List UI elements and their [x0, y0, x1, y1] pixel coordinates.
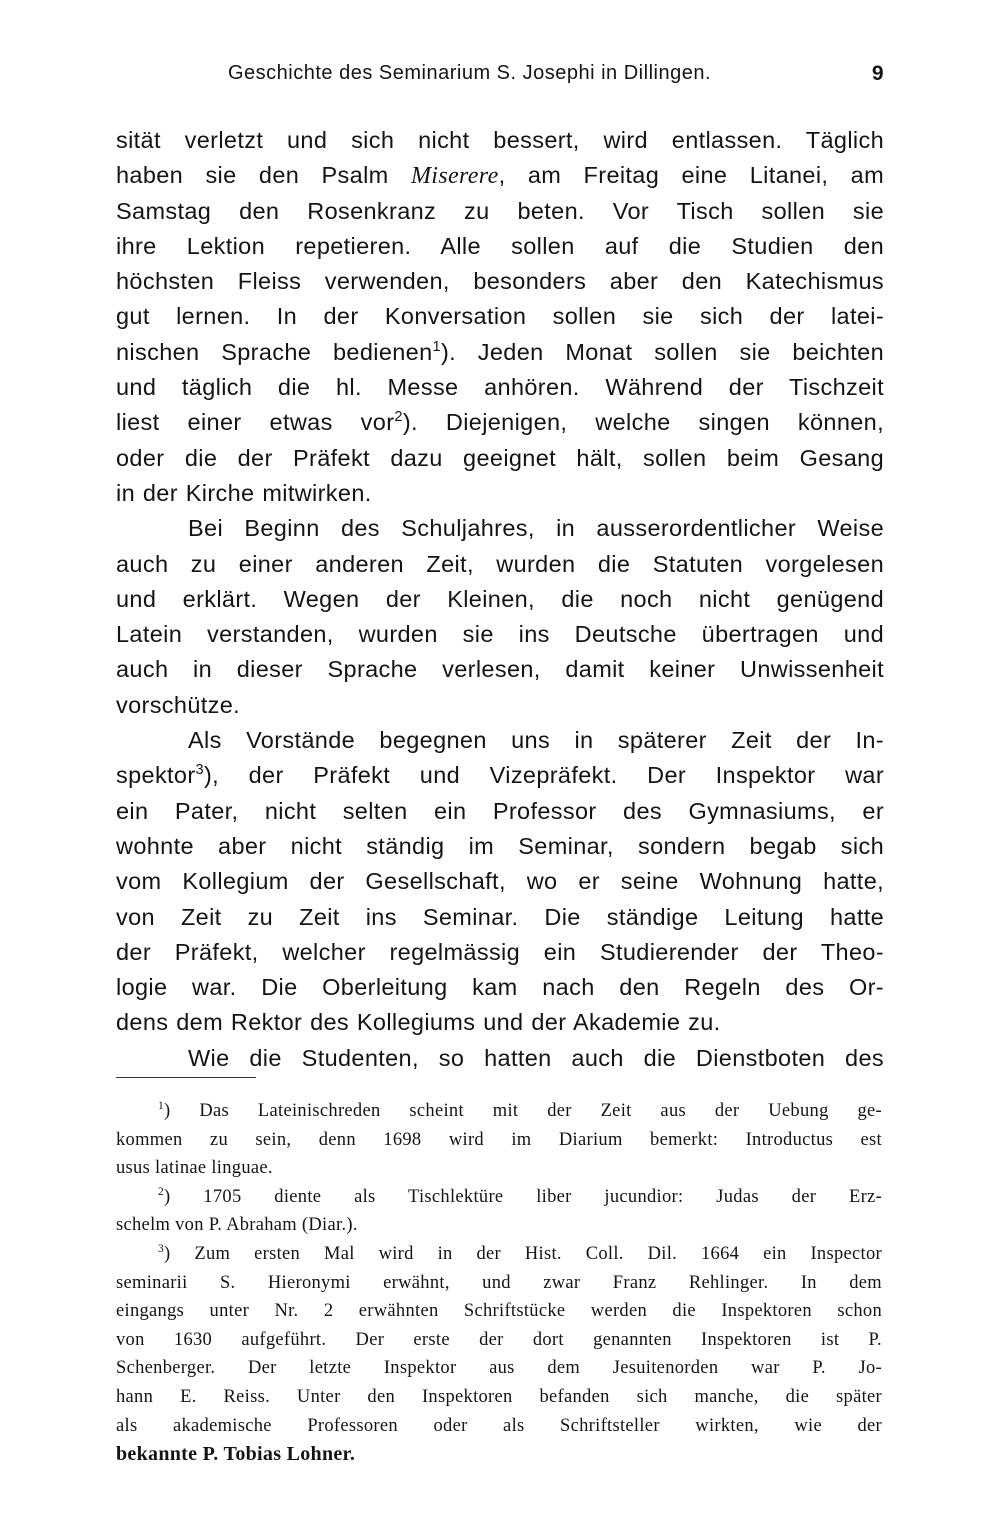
text-line: Wie die Studenten, so hatten auch die Dienstboten des: [188, 1044, 884, 1071]
footnote-line: bekannte P. Tobias Lohner.: [116, 1443, 356, 1466]
text-segment: ), der Präfekt und Vizepräfekt. Der Inspektor war: [203, 762, 884, 789]
page-number: 9: [871, 62, 884, 85]
footnote-separator: [116, 1077, 256, 1078]
footnote-line: Schenberger. Der letzte Inspektor aus dem Jesuitenorden war P. Jo-: [116, 1358, 882, 1379]
text-line: [116, 158, 884, 193]
text-line: vom Kollegium der Gesellschaft, wo er seine Wohnung hatte,: [116, 868, 884, 895]
text-line: sität verletzt und sich nicht bessert, wird entlassen. Täglich: [116, 127, 884, 153]
text-line: und täglich die hl. Messe anhören. Während der Tischzeit: [116, 374, 884, 401]
footnote-ref: 3: [195, 762, 204, 779]
running-title: Geschichte des Seminarium S. Josephi in Dillingen.: [228, 62, 711, 84]
italic-title: Miserere: [410, 163, 499, 190]
footnote-line: hann E. Reiss. Unter den Inspektoren befanden sich manche, die später: [116, 1386, 882, 1407]
footnote-ref: 1: [432, 338, 441, 355]
footnote-line: kommen zu sein, denn 1698 wird im Diarium bemerkt: Introductus est: [116, 1129, 882, 1150]
footnote-text: ) 1705 diente als Tischlektüre liber jucundior: Judas der Erz-: [164, 1186, 882, 1207]
text-line: Samstag den Rosenkranz zu beten. Vor Tisch sollen sie: [116, 197, 884, 224]
text-line: ein Pater, nicht selten ein Professor des Gymnasiums, er: [116, 797, 884, 824]
text-line: auch zu einer anderen Zeit, wurden die Statuten vorgelesen: [116, 550, 884, 577]
footnote-text: ) Zum ersten Mal wird in der Hist. Coll. Dil. 1664 ein Inspector: [164, 1243, 882, 1264]
main-text: [116, 123, 884, 1076]
text-segment: haben sie den Psalm: [116, 162, 411, 189]
text-segment: nischen Sprache bedienen: [116, 338, 433, 365]
text-line: vorschütze.: [116, 691, 241, 718]
footnote-mark: 2: [158, 1185, 165, 1198]
text-line: Bei Beginn des Schuljahres, in ausserordentlicher Weise: [188, 515, 884, 542]
text-segment: ). Diejenigen, welche singen können,: [402, 409, 884, 436]
text-segment: , am Freitag eine Litanei, am: [498, 162, 884, 189]
text-line: [116, 758, 884, 793]
footnote-text: ) Das Lateinischreden scheint mit der Zeit aus der Uebung ge-: [164, 1101, 882, 1121]
text-line: wohnte aber nicht ständig im Seminar, sondern begab sich: [116, 832, 884, 859]
text-line: der Präfekt, welcher regelmässig ein Studierender der Theo-: [116, 938, 884, 965]
footnotes: [116, 1097, 882, 1469]
text-segment: spektor: [116, 762, 196, 789]
text-line: ihre Lektion repetieren. Alle sollen auf die Studien den: [116, 232, 884, 259]
footnote-ref: 2: [394, 409, 403, 426]
text-line: in der Kirche mitwirken.: [116, 479, 372, 506]
footnote-line: seminarii S. Hieronymi erwähnt, und zwar Franz Rehlinger. In dem: [116, 1272, 882, 1293]
text-line: oder die der Präfekt dazu geeignet hält, sollen beim Gesang: [116, 444, 884, 471]
footnote-mark: 1: [158, 1099, 165, 1112]
footnote-line: von 1630 aufgeführt. Der erste der dort genannten Inspektoren ist P.: [116, 1329, 882, 1350]
footnote-line: [116, 1183, 882, 1212]
text-line: gut lernen. In der Konversation sollen sie sich der latei-: [116, 303, 884, 330]
text-line: von Zeit zu Zeit ins Seminar. Die ständige Leitung hatte: [116, 903, 884, 930]
text-segment: ). Jeden Monat sollen sie beichten: [440, 338, 884, 365]
text-line: höchsten Fleiss verwenden, besonders aber den Katechismus: [116, 268, 884, 295]
text-line: logie war. Die Oberleitung kam nach den Regeln des Or-: [116, 974, 884, 1001]
footnote-line: [116, 1097, 882, 1126]
footnote-line: eingangs unter Nr. 2 erwähnten Schriftstücke werden die Inspektoren schon: [116, 1301, 882, 1322]
text-line: und erklärt. Wegen der Kleinen, die noch nicht genügend: [116, 585, 884, 612]
text-line: auch in dieser Sprache verlesen, damit keiner Unwissenheit: [116, 656, 884, 683]
footnote-line: schelm von P. Abraham (Diar.).: [116, 1215, 358, 1236]
footnote-line: usus latinae linguae.: [116, 1158, 273, 1179]
text-line: Als Vorstände begegnen uns in späterer Zeit der In-: [188, 727, 884, 754]
footnote-mark: 3: [158, 1242, 165, 1255]
footnote-line: [116, 1240, 882, 1269]
footnote-line: als akademische Professoren oder als Schriftsteller wirkten, wie der: [116, 1415, 882, 1436]
text-line: dens dem Rektor des Kollegiums und der Akademie zu.: [116, 1009, 721, 1036]
text-line: Latein verstanden, wurden sie ins Deutsche übertragen und: [116, 621, 884, 648]
running-header: [116, 62, 886, 92]
text-line: [116, 335, 884, 370]
text-line: [116, 405, 884, 440]
text-segment: liest einer etwas vor: [116, 409, 395, 436]
